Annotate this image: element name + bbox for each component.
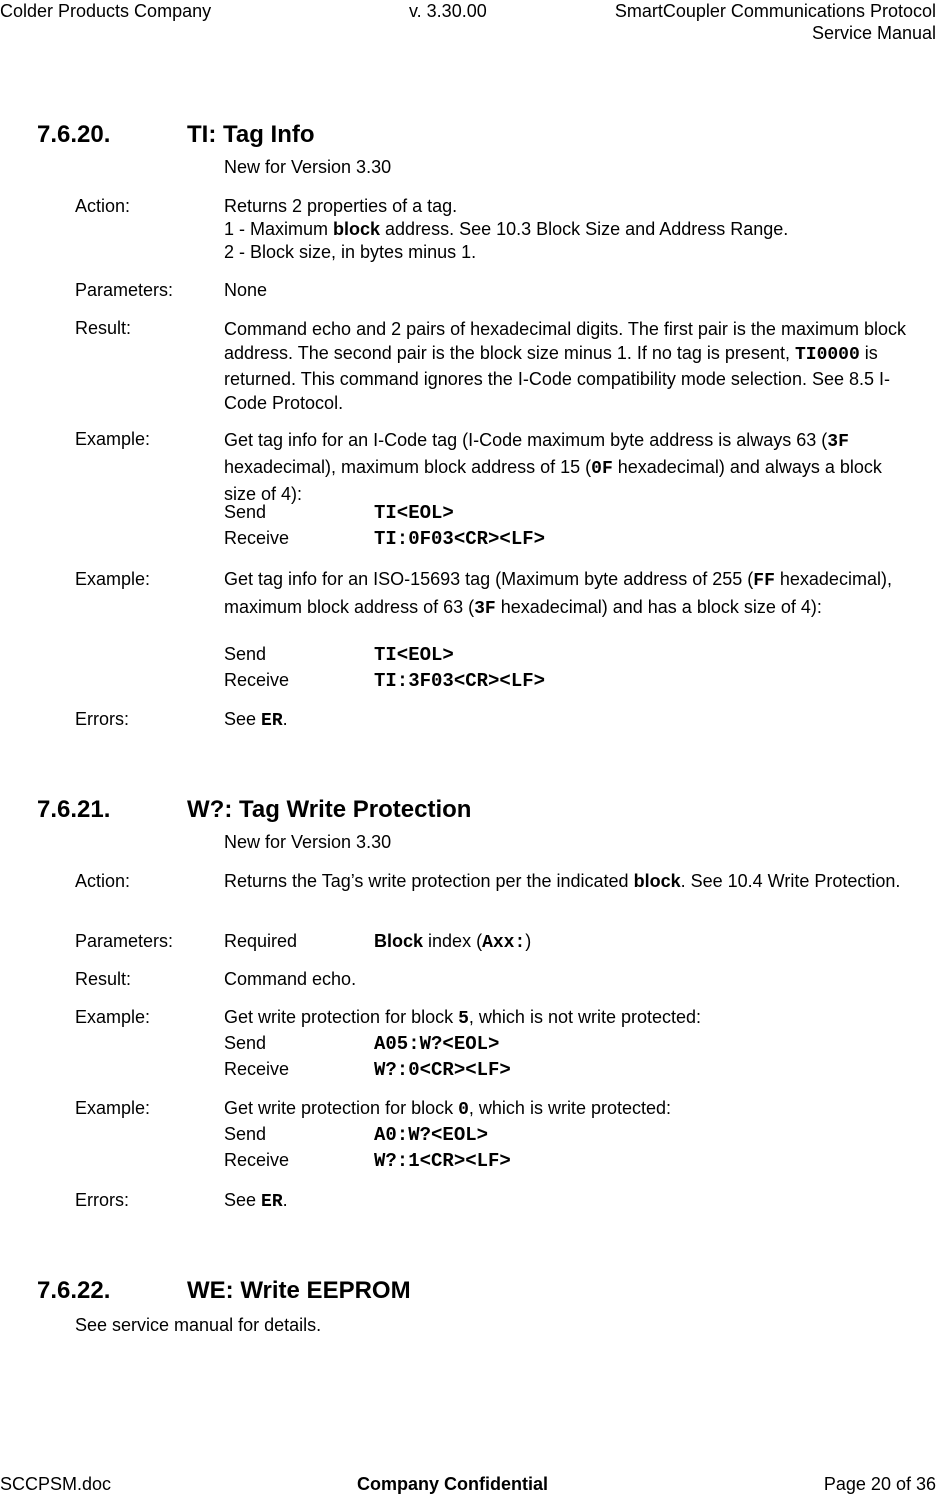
example-text: Get tag info for an ISO-15693 tag (Maximum byte address of 255 (FF hexadecimal), maximum block address of 63 (3F hexadecimal) and has a block size of 4): xyxy=(224,569,892,619)
result-text: Command echo and 2 pairs of hexadecimal digits. The first pair is the maximum block address. The second pair is the block size minus 1. If no tag is present, TI0000 is returned. This command ignores the I-Code compatibility mode selection. See 8.5 I-Code Protocol. xyxy=(224,319,906,413)
receive-row: Receive W?:0<CR><LF> xyxy=(224,1059,511,1081)
section-body: See service manual for details. xyxy=(75,1315,322,1335)
footer-file: SCCPSM.doc xyxy=(0,1474,112,1494)
action-line: 1 - Maximum block address. See 10.3 Block Size and Address Range. xyxy=(224,219,789,239)
action-text: Returns the Tag’s write protection per the indicated block. See 10.4 Write Protection. xyxy=(224,871,901,891)
header-doc-title-line2: Service Manual xyxy=(811,23,936,43)
version-note: New for Version 3.30 xyxy=(224,832,392,852)
section-title: W?: Tag Write Protection xyxy=(187,796,472,823)
result-text: Command echo. xyxy=(224,969,357,989)
parameters-value: None xyxy=(224,280,268,300)
action-line: Returns 2 properties of a tag. xyxy=(224,196,458,216)
footer-page: Page 20 of 36 xyxy=(823,1474,936,1494)
section-number: 7.6.21. xyxy=(37,796,111,823)
section-title: TI: Tag Info xyxy=(187,121,315,148)
section-number: 7.6.20. xyxy=(37,121,111,148)
header-doc-title-line1: SmartCoupler Communications Protocol xyxy=(614,1,936,21)
footer-confidential: Company Confidential xyxy=(357,1474,549,1494)
section-title: WE: Write EEPROM xyxy=(187,1277,411,1304)
action-line: 2 - Block size, in bytes minus 1. xyxy=(224,242,477,262)
parameters-label: Parameters: xyxy=(75,280,174,300)
errors-text: See ER. xyxy=(224,709,288,731)
section-heading-we xyxy=(37,1277,737,1305)
errors-label: Errors: xyxy=(75,1190,129,1210)
send-row: Send TI<EOL> xyxy=(224,502,454,524)
errors-label: Errors: xyxy=(75,709,129,729)
action-label: Action: xyxy=(75,871,131,891)
action-label: Action: xyxy=(75,196,131,216)
section-heading-w xyxy=(37,796,737,824)
receive-row: Receive W?:1<CR><LF> xyxy=(224,1150,511,1172)
version-note: New for Version 3.30 xyxy=(224,157,392,177)
example-label: Example: xyxy=(75,569,151,589)
example-label: Example: xyxy=(75,429,151,449)
errors-text: See ER. xyxy=(224,1190,288,1212)
receive-row: Receive TI:0F03<CR><LF> xyxy=(224,528,546,550)
send-row: Send A05:W?<EOL> xyxy=(224,1033,500,1055)
header-company: Colder Products Company xyxy=(0,1,212,21)
send-row: Send TI<EOL> xyxy=(224,644,454,666)
result-label: Result: xyxy=(75,969,132,989)
parameters-value: Required Block index (Axx:) xyxy=(224,931,532,953)
header-version: v. 3.30.00 xyxy=(409,1,487,21)
example-text: Get write protection for block 0, which is write protected: xyxy=(224,1098,671,1120)
parameters-label: Parameters: xyxy=(75,931,174,951)
example-text: Get tag info for an I-Code tag (I-Code maximum byte address is always 63 (3F hexadecimal), maximum block address of 15 (0F hexadecimal) and always a block size of 4): xyxy=(224,430,882,504)
action-text xyxy=(224,195,914,264)
header-doc-title xyxy=(615,0,936,44)
result-label: Result: xyxy=(75,318,132,338)
example-text: Get write protection for block 5, which is not write protected: xyxy=(224,1007,702,1029)
send-row: Send A0:W?<EOL> xyxy=(224,1124,489,1146)
example-label: Example: xyxy=(75,1098,151,1118)
section-heading-ti xyxy=(37,121,737,149)
section-number: 7.6.22. xyxy=(37,1277,111,1304)
example-label: Example: xyxy=(75,1007,151,1027)
receive-row: Receive TI:3F03<CR><LF> xyxy=(224,670,546,692)
